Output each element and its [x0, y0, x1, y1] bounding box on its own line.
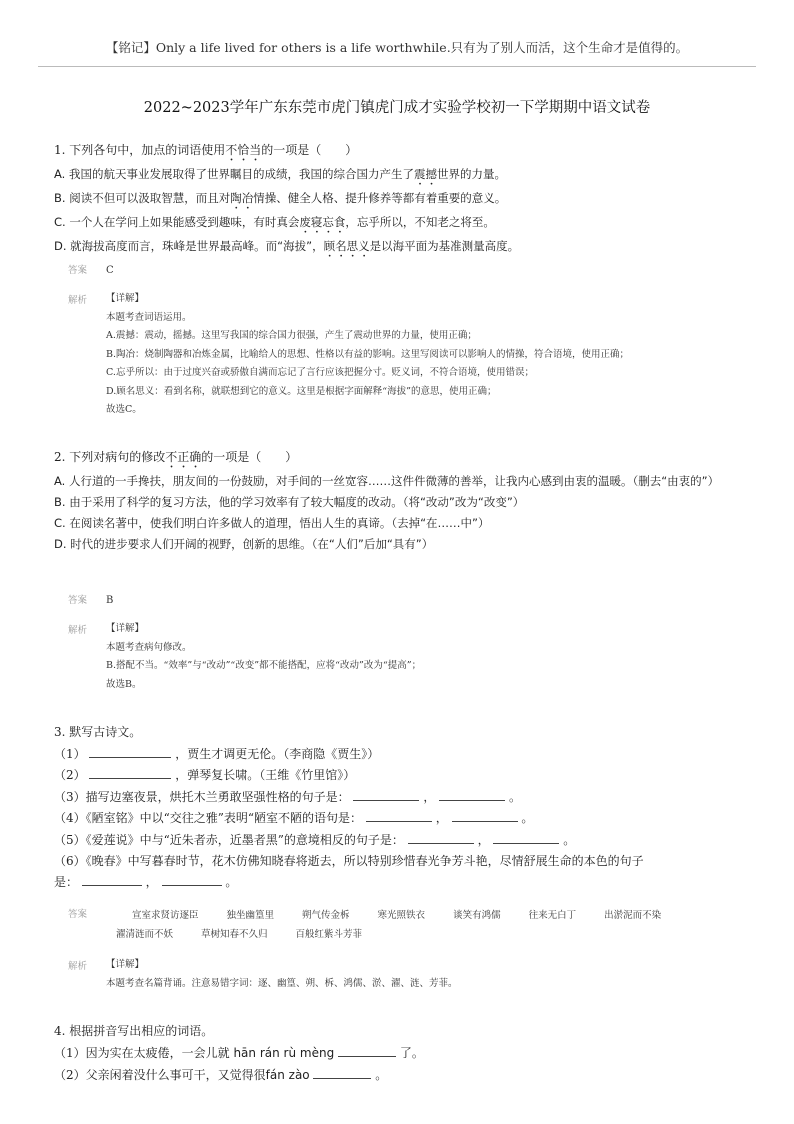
analysis-label: 解析 [68, 961, 88, 972]
answer-block-2 [68, 592, 744, 694]
answer-label: 答案 [68, 909, 88, 920]
answer-blank [353, 788, 419, 801]
analysis-text: 【详解】 本题考查词语运用。 A.震撼：震动，摇撼。这里写我国的综合国力很强，产生了震动世界的力量，使用正确； B.陶冶：烧制陶器和冶炼金属，比喻给人的思想、性格以有益的影响。这里写阅读可以影响人的情操，符合语境，使用正确； C.忘乎所以：由于过度兴奋或骄傲自满而忘记了言行应该把握分寸。贬义词，不符合语境，使用错误； D.顾名思义：看到名称，就联想到它的意义。这里是根据字面解释“海拔”的意思，使用正确； 故选C。 [106, 293, 630, 415]
answer-blank [89, 745, 171, 758]
question-4 [54, 1020, 744, 1086]
question-2 [54, 447, 744, 555]
option-d: D. 时代的进步要求人们开阔的视野，创新的思维。（在“人们”后加“具有”） [54, 537, 434, 551]
fill-item-1: （1） ，贾生才调更无伦。（李商隐《贾生》） [54, 746, 380, 761]
answer-blank [439, 788, 505, 801]
fill-item-4: （4）《陋室铭》中以“交往之雅”表明“陋室不陋的语句是： ， 。 [54, 811, 534, 825]
answer-blank [313, 1066, 371, 1079]
answer-block-3 [68, 906, 744, 993]
question-3 [54, 722, 744, 873]
answer-blank [452, 809, 518, 822]
answer-label: 答案 [68, 265, 88, 276]
fill-item-5: （5）《爱莲说》中与“近朱者赤，近墨者黑”的意境相反的句子是： ， 。 [54, 832, 576, 847]
question-1 [54, 140, 744, 260]
pinyin-item-1: （1）因为实在太疲倦，一会儿就 hān rán rù mèng 了。 [54, 1046, 424, 1060]
question-3-stem: 3. 默写古诗文。 [54, 725, 142, 739]
question-4-stem: 4. 根据拼音写出相应的词语。 [54, 1024, 214, 1038]
question-2-stem: 2. 下列对病句的修改不正确的一项是（ ） [54, 450, 298, 464]
fill-item-2: （2） ，弹琴复长啸。（王维《竹里馆》） [54, 768, 356, 782]
fill-item-3: （3）描写边塞夜景，烘托木兰勇敢坚强性格的句子是： ， 。 [54, 789, 521, 804]
answer-value: B [106, 595, 114, 606]
answer-blank [162, 873, 222, 886]
option-a: A. 人行道的一手搀扶，朋友间的一份鼓励，对手间的一丝宽容……这件件微薄的善举，让我内心感到由衷的温暖。（删去“由衷的”） [54, 474, 720, 488]
fill-item-6: （6）《晚春》中写暮春时节，花木仿佛知晓春将逝去，所以特别珍惜春光争芳斗艳，尽情舒展生命的本色的句子 [54, 854, 644, 868]
answer-value: C [106, 265, 114, 276]
option-b: B. 阅读不但可以汲取智慧，而且对陶冶情操、健全人格、提升修养等都有着重要的意义。 [54, 191, 507, 205]
answer-blank [89, 766, 171, 779]
page-title: 2022~2023学年广东东莞市虎门镇虎门成才实验学校初一下学期期中语文试卷 [143, 100, 651, 116]
analysis-text: 【详解】 本题考查名篇背诵。注意易错字词：逐、幽篁、朔、柝、鸿儒、淤、濯、涟、芳菲。 [106, 959, 458, 989]
answer-value: 宣室求贤访逐臣 独坐幽篁里 朔气传金柝 寒光照铁衣 谈笑有鸿儒 往来无白丁 出淤泥而不染 濯清涟而不妖 草树知春不久归 百般红紫斗芳菲 [116, 910, 662, 940]
option-c: C. 在阅读名著中，使我们明白许多做人的道理，悟出人生的真谛。（去掉“在……中”） [54, 516, 490, 530]
question-1-stem: 1. 下列各句中，加点的词语使用不恰当的一项是（ ） [54, 143, 358, 157]
answer-blank [366, 809, 432, 822]
analysis-text: 【详解】 本题考查病句修改。 B.搭配不当。“效率”与“改动”“改变”都不能搭配，应将“改动”改为“提高”； 故选B。 [106, 623, 422, 690]
option-d: D. 就海拔高度而言，珠峰是世界最高峰。而“海拔”，顾名思义是以海平面为基准测量高度。 [54, 239, 520, 253]
answer-label: 答案 [68, 595, 88, 606]
answer-block-1 [68, 262, 744, 420]
header-divider [38, 66, 756, 67]
analysis-label: 解析 [68, 625, 88, 636]
analysis-label: 解析 [68, 295, 88, 306]
fill-item-6-tail: 是： ， 。 [54, 875, 238, 889]
pinyin-item-2: （2）父亲闲着没什么事可干，又觉得很fán zào 。 [54, 1068, 388, 1082]
answer-blank [493, 831, 559, 844]
option-b: B. 由于采用了科学的复习方法，他的学习效率有了较大幅度的改动。（将“改动”改为“改变”） [54, 495, 525, 509]
answer-blank [82, 873, 142, 886]
option-c: C. 一个人在学问上如果能感受到趣味，有时真会废寝忘食，忘乎所以，不知老之将至。 [54, 215, 495, 229]
answer-blank [338, 1044, 396, 1057]
header-motto: 【铭记】Only a life lived for others is a life worthwhile.只有为了别人而活，这个生命才是值得的。 [105, 40, 689, 55]
option-a: A. 我国的航天事业发展取得了世界瞩目的成绩，我国的综合国力产生了震撼世界的力量。 [54, 167, 506, 181]
answer-blank [408, 831, 474, 844]
